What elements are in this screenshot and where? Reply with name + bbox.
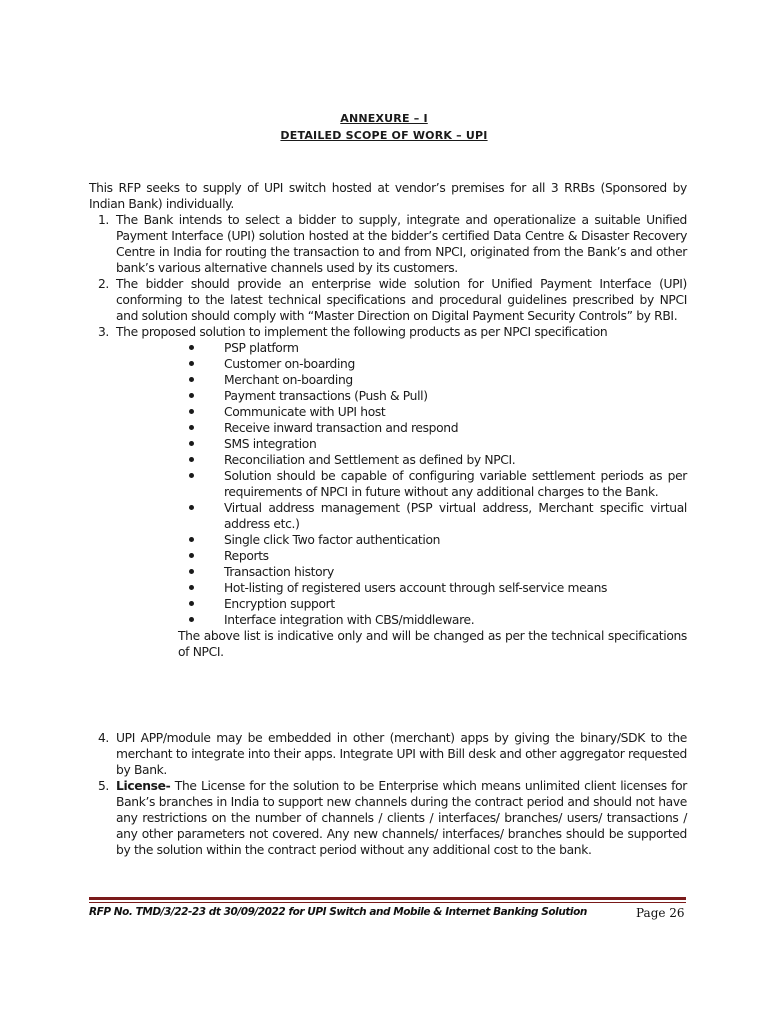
bullet-text: Encryption support: [224, 597, 335, 611]
bullet-text: SMS integration: [224, 437, 317, 451]
bullet-icon: [189, 377, 194, 382]
scope-list-part-1: [89, 212, 687, 660]
bullet-item: [224, 388, 687, 404]
bullet-item: [224, 564, 687, 580]
bullet-text: Communicate with UPI host: [224, 405, 386, 419]
bullet-item: [224, 356, 687, 372]
bullet-icon: [189, 345, 194, 350]
bullet-text: Interface integration with CBS/middleware.: [224, 613, 475, 627]
indicative-list-note: The above list is indicative only and will be changed as per the technical specifications of NPCI.: [178, 629, 687, 659]
bullet-text: Payment transactions (Push & Pull): [224, 389, 428, 403]
bullet-item: [224, 612, 687, 628]
item-number: 2.: [97, 277, 109, 291]
bullet-item: [224, 500, 687, 532]
list-item: [89, 276, 687, 324]
product-bullet-list: [116, 340, 687, 628]
bullet-text: Hot-listing of registered users account through self-service means: [224, 581, 608, 595]
bullet-item: [224, 372, 687, 388]
bullet-icon: [189, 569, 194, 574]
bullet-item: [224, 468, 687, 500]
list-item: [89, 324, 687, 660]
bullet-icon: [189, 361, 194, 366]
bullet-item: [224, 420, 687, 436]
bullet-icon: [189, 617, 194, 622]
bullet-text: Receive inward transaction and respond: [224, 421, 459, 435]
bullet-text: Solution should be capable of configuring variable settlement periods as per requirements of NPCI in future without any additional charges to the Bank.: [224, 469, 687, 499]
item-number: 5.: [97, 779, 109, 793]
bullet-icon: [189, 409, 194, 414]
item-text: The proposed solution to implement the following products as per NPCI specification: [116, 325, 608, 339]
bullet-icon: [189, 585, 194, 590]
footer-rfp-reference: RFP No. TMD/3/22-23 dt 30/09/2022 for UPI Switch and Mobile & Internet Banking Solution: [89, 906, 587, 918]
bullet-text: Transaction history: [224, 565, 334, 579]
license-label: License-: [116, 779, 171, 793]
bullet-text: Reconciliation and Settlement as defined by NPCI.: [224, 453, 516, 467]
bullet-icon: [189, 441, 194, 446]
list-item: [89, 730, 687, 778]
intro-paragraph: This RFP seeks to supply of UPI switch hosted at vendor’s premises for all 3 RRBs (Sponsored by Indian Bank) individually.: [89, 181, 687, 211]
bullet-icon: [189, 553, 194, 558]
item-text: The bidder should provide an enterprise wide solution for Unified Payment Interface (UPI) conforming to the latest technical specifications and procedural guidelines prescribed by NPCI and solution should comply with “Master Direction on Digital Payment Security Controls” by RBI.: [116, 277, 687, 323]
item-text: UPI APP/module may be embedded in other (merchant) apps by giving the binary/SDK to the merchant to integrate into their apps. Integrate UPI with Bill desk and other aggregator requested by Bank.: [116, 731, 687, 777]
bullet-text: Merchant on-boarding: [224, 373, 353, 387]
footer-rule-thin: [89, 902, 686, 903]
footer-rule-thick: [89, 897, 686, 900]
bullet-text: Customer on-boarding: [224, 357, 355, 371]
bullet-text: Reports: [224, 549, 269, 563]
bullet-text: PSP platform: [224, 341, 299, 355]
bullet-icon: [189, 425, 194, 430]
bullet-icon: [189, 457, 194, 462]
bullet-text: Single click Two factor authentication: [224, 533, 441, 547]
item-text: The Bank intends to select a bidder to supply, integrate and operationalize a suitable Unified Payment Interface (UPI) solution hosted at the bidder’s certified Data Centre & Disaster Recovery Centre in India for routing the transaction to and from NPCI, originated from the Bank’s and other bank’s various alternative channels used by its customers.: [116, 213, 687, 275]
bullet-icon: [189, 393, 194, 398]
bullet-icon: [189, 537, 194, 542]
bullet-item: [224, 596, 687, 612]
scope-list-part-2: [89, 730, 687, 858]
bullet-item: [224, 340, 687, 356]
bullet-item: [224, 548, 687, 564]
item-number: 4.: [97, 731, 109, 745]
list-item: [89, 778, 687, 858]
item-text: The License for the solution to be Enterprise which means unlimited client licenses for Bank’s branches in India to support new channels during the contract period and should not have any restrictions on the number of channels / clients / interfaces/ branches/ users/ transactions / any other parameters not covered. Any new channels/ interfaces/ branches should be supported by the solution within the contract period without any additional cost to the bank.: [116, 779, 687, 857]
bullet-item: [224, 404, 687, 420]
item-number: 1.: [97, 213, 109, 227]
list-item: [89, 212, 687, 276]
bullet-item: [224, 580, 687, 596]
page-number: Page 26: [636, 906, 685, 920]
bullet-icon: [189, 601, 194, 606]
bullet-item: [224, 452, 687, 468]
annexure-title: ANNEXURE – I: [340, 112, 428, 125]
bullet-icon: [189, 505, 194, 510]
bullet-item: [224, 436, 687, 452]
scope-title: DETAILED SCOPE OF WORK – UPI: [280, 129, 488, 142]
item-number: 3.: [97, 325, 109, 339]
bullet-text: Virtual address management (PSP virtual address, Merchant specific virtual address etc.): [224, 501, 687, 531]
bullet-icon: [189, 473, 194, 478]
bullet-item: [224, 532, 687, 548]
